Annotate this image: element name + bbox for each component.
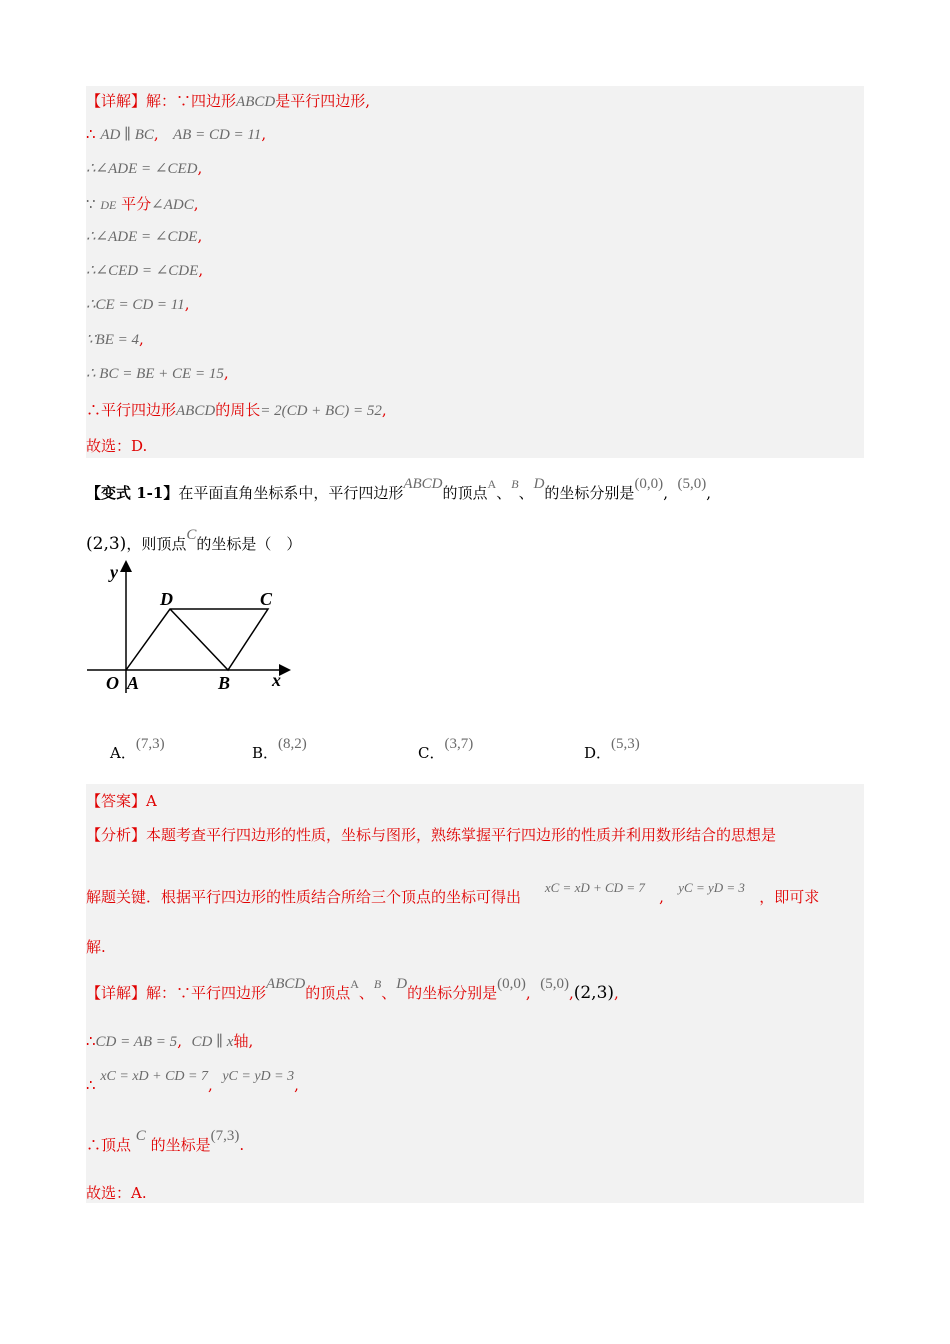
solution-block-2: [86, 784, 864, 1203]
question-line-1: 【变式 1-1】在平面直角坐标系中，平行四边形ABCD的顶点$^A$、$^B$、D的坐标分别是(0,0), (5,0),: [86, 476, 712, 502]
solution-line-6: ∴∠CED = ∠CDE,: [86, 261, 204, 279]
parallelogram-shape: [126, 609, 268, 670]
solution-line-1: 【详解】解：∵四边形ABCD是平行四边形,: [86, 92, 370, 110]
solution-line-2: ∴ AD ∥ BC, AB = CD = 11,: [86, 125, 267, 143]
parallelogram-figure: [80, 560, 300, 700]
question-line-2: (2,3)，则顶点C的坐标是（ ）: [86, 527, 302, 554]
detail-label: 【详解】: [86, 92, 147, 110]
option-c[interactable]: C．(3,7): [418, 736, 474, 762]
solution-line-3: ∴∠ADE = ∠CED,: [86, 159, 203, 177]
solution-line-5: ∴∠ADE = ∠CDE,: [86, 227, 203, 245]
solution-line-11: 故选：D.: [86, 437, 148, 455]
label-d: D: [160, 589, 173, 609]
answer-line: 【答案】A: [86, 792, 157, 810]
analysis-line-3: 解.: [86, 938, 106, 956]
detail-line-2: ∴CD = AB = 5, CD ∥ x轴,: [86, 1032, 254, 1050]
solution-line-10: ∴平行四边形ABCD的周长= 2(CD + BC) = 52,: [86, 401, 387, 419]
question-label: 【变式 1-1】: [86, 484, 179, 502]
label-a: A: [127, 673, 140, 693]
analysis-label: 【分析】: [86, 826, 147, 844]
detail-line-5: 故选：A.: [86, 1184, 147, 1202]
solution-line-9: ∴ BC = BE + CE = 15,: [86, 364, 229, 382]
label-x: x: [272, 670, 281, 690]
solution-line-7: ∴CE = CD = 11,: [86, 295, 190, 313]
option-a[interactable]: A．(7,3): [110, 736, 165, 762]
label-y: y: [110, 562, 118, 582]
detail-line-3: ∴ xC = xD + CD = 7, yC = yD = 3,: [86, 1069, 299, 1094]
detail-line-4: ∴顶点 C 的坐标是(7,3).: [86, 1128, 245, 1154]
detail-line-1: 【详解】解：∵平行四边形ABCD的顶点$^A$、$^B$、D的坐标分别是(0,0), (5,0),(2,3),: [86, 976, 619, 1003]
analysis-line-2: 解题关键．根据平行四边形的性质结合所给三个顶点的坐标可得出 xC = xD + CD = 7 , yC = yD = 3 ，即可求: [86, 880, 820, 906]
analysis-line-1: 【分析】本题考查平行四边形的性质，坐标与图形，熟练掌握平行四边形的性质并利用数形结合的思想是: [86, 826, 777, 844]
option-b[interactable]: B．(8,2): [252, 736, 307, 762]
answer-label: 【答案】: [86, 792, 147, 810]
option-d[interactable]: D．(5,3): [584, 736, 640, 762]
detail-label-2: 【详解】: [86, 984, 147, 1002]
solution-block-1: [86, 86, 864, 458]
label-b: B: [218, 673, 231, 693]
label-c: C: [260, 589, 273, 609]
solution-line-8: ∵BE = 4,: [86, 330, 144, 348]
label-o: O: [106, 673, 119, 693]
solution-line-4: ∵ DE 平分∠ADC,: [86, 195, 199, 213]
